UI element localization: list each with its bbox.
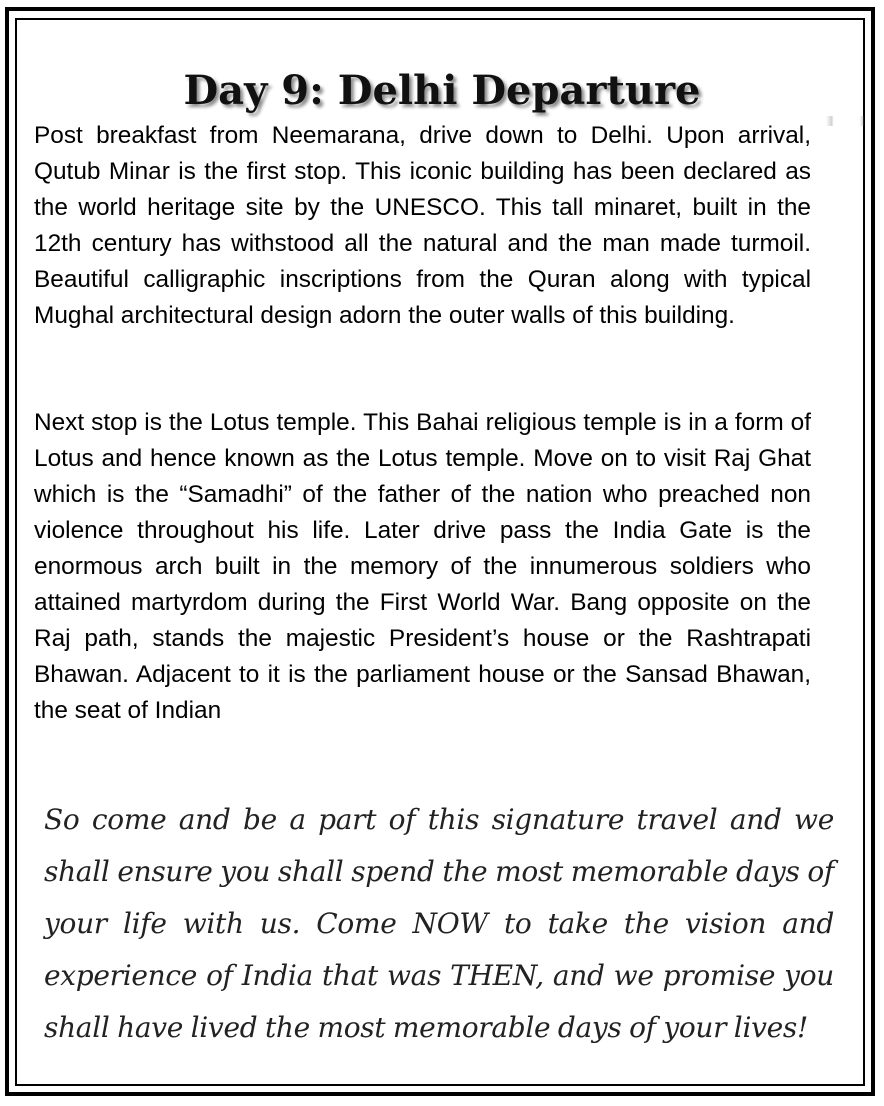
itinerary-paragraph-1: Post breakfast from Neemarana, drive down to Delhi. Upon arrival, Qutub Minar is the first stop. This iconic building has been declared as the world heritage site by the UNESCO. This tall minaret, built in the 12th century has withstood all the natural and the man made turmoil. Beautiful calligraphic inscriptions from the Quran along with typical Mughal architectural design adorn the outer walls of this building. <box>34 122 811 329</box>
itinerary-paragraph-2: Next stop is the Lotus temple. This Bahai religious temple is in a form of Lotus and hence known as the Lotus temple. Move on to visit Raj Ghat which is the “Samadhi” of the father of the nation who preached non violence throughout his life. Later drive pass the India Gate is the enormous arch built in the memory of the innumerous soldiers who attained martyrdom during the First World War. Bang opposite on the Raj path, stands the majestic President’s house or the Rashtrapati Bhawan. Adjacent to it is the parliament house or the Sansad Bhawan, the seat of Indian <box>34 409 811 724</box>
closing-invitation: So come and be a part of this signature travel and we shall ensure you shall spend the most memorable days of your life with us. Come NOW to take the vision and experience of India that was THEN, and we promise you shall have lived the most memorable days of your lives! <box>44 803 834 1044</box>
page-title: Day 9: Delhi Departure <box>183 66 701 114</box>
scan-artifact <box>826 116 864 126</box>
